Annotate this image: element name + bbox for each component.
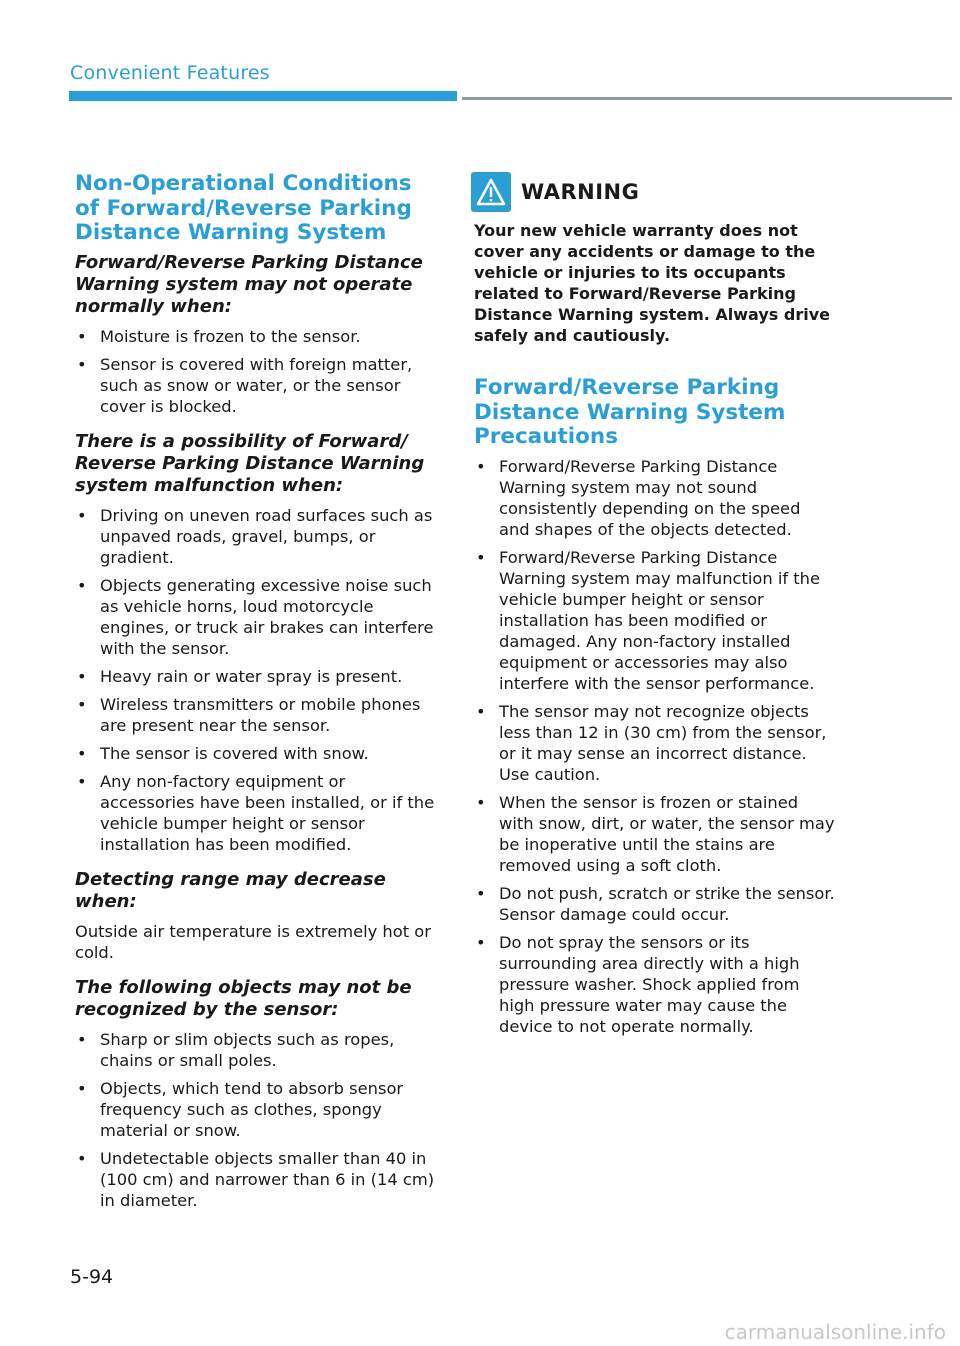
list-item: • Undetectable objects smaller than 40 in (100 cm) and narrower than 6 in (14 cm) in diameter. <box>75 1148 437 1211</box>
list-item: • When the sensor is frozen or stained with snow, dirt, or water, the sensor may be inoperative until the stains are removed using a soft cloth. <box>474 792 836 876</box>
list-item: • Moisture is frozen to the sensor. <box>75 326 437 347</box>
list-item: • Sensor is covered with foreign matter, such as snow or water, or the sensor cover is blocked. <box>75 354 437 417</box>
page-number: 5-94 <box>70 1266 114 1288</box>
list-item: • Objects, which tend to absorb sensor frequency such as clothes, spongy material or snow. <box>75 1078 437 1141</box>
list-item: • Driving on uneven road surfaces such as unpaved roads, gravel, bumps, or gradient. <box>75 505 437 568</box>
header-title: Convenient Features <box>70 62 270 84</box>
list-item: • Objects generating excessive noise such as vehicle horns, loud motorcycle engines, or truck air brakes can interfere with the sensor. <box>75 575 437 659</box>
section-title-non-operational: Non-Operational Conditions of Forward/Reverse Parking Distance Warning System <box>75 171 412 245</box>
warning-triangle-icon <box>471 172 511 212</box>
warning-title: WARNING <box>521 180 640 204</box>
list-item: • Forward/Reverse Parking Distance Warning system may malfunction if the vehicle bumper height or sensor installation has been modified or damaged. Any non-factory installed equipment or accessories may also interfere with the sensor performance. <box>474 547 836 694</box>
list-item: • The sensor may not recognize objects less than 12 in (30 cm) from the sensor, or it may sense an incorrect distance. Use caution. <box>474 701 836 785</box>
left-column <box>75 172 437 1225</box>
subheading: The following objects may not be recognized by the sensor: <box>75 976 412 1020</box>
warning-text: Your new vehicle warranty does not cover any accidents or damage to the vehicle or injuries to its occupants related to Forward/Reverse Parking Distance Warning system. Always drive safely and cautiously. <box>474 221 830 345</box>
bullet-list <box>75 505 437 855</box>
header-rule <box>462 97 952 100</box>
subheading: Forward/Reverse Parking Distance Warning system may not operate normally when: <box>75 251 423 317</box>
bullet-list <box>474 456 836 1037</box>
watermark: carmanualsonline.info <box>724 1320 946 1344</box>
header-accent-bar <box>69 91 457 101</box>
list-item: • Heavy rain or water spray is present. <box>75 666 437 687</box>
bullet-list <box>75 1029 437 1211</box>
subheading: There is a possibility of Forward/ Reverse Parking Distance Warning system malfunction when: <box>75 430 425 496</box>
list-item: • The sensor is covered with snow. <box>75 743 437 764</box>
list-item: • Sharp or slim objects such as ropes, chains or small poles. <box>75 1029 437 1071</box>
section-title-precautions: Forward/Reverse Parking Distance Warning System Precautions <box>474 375 786 449</box>
bullet-list <box>75 326 437 417</box>
right-column <box>474 172 836 1051</box>
list-item: • Do not spray the sensors or its surrounding area directly with a high pressure washer. Shock applied from high pressure water may cause the device to not operate normally. <box>474 932 836 1037</box>
list-item: • Any non-factory equipment or accessories have been installed, or if the vehicle bumper height or sensor installation has been modified. <box>75 771 437 855</box>
warning-header <box>471 172 836 212</box>
list-item: • Wireless transmitters or mobile phones are present near the sensor. <box>75 694 437 736</box>
list-item: • Forward/Reverse Parking Distance Warning system may not sound consistently depending on the speed and shapes of the objects detected. <box>474 456 836 540</box>
subheading: Detecting range may decrease when: <box>75 868 386 912</box>
list-item: • Do not push, scratch or strike the sensor. Sensor damage could occur. <box>474 883 836 925</box>
body-paragraph: Outside air temperature is extremely hot or cold. <box>75 921 431 962</box>
